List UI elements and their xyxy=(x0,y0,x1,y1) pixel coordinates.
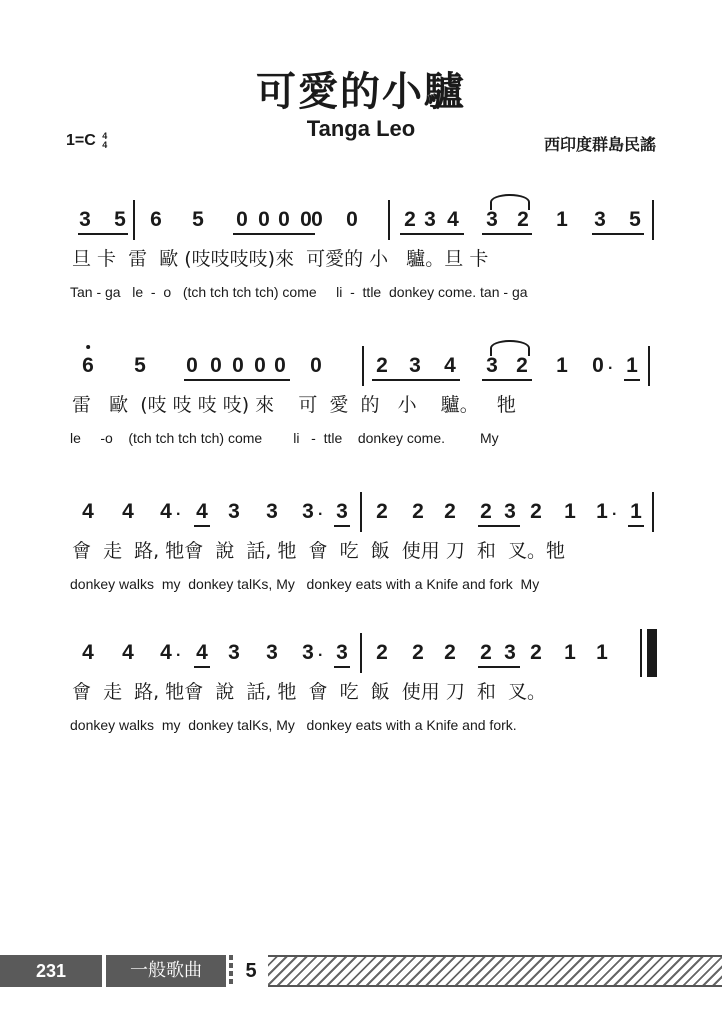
beam-underline xyxy=(334,666,350,668)
note: 0 xyxy=(592,354,604,377)
note: 4 xyxy=(447,208,459,231)
footer-hatch-pattern xyxy=(268,955,722,987)
note: 5 xyxy=(134,354,146,377)
time-sig-bottom: 4 xyxy=(102,140,108,150)
lyrics-chinese: 旦 卡 雷 歐 (吱吱吱吱)來 可愛的 小 驢。旦 卡 xyxy=(72,248,489,270)
final-bar-thin xyxy=(640,629,642,677)
note: 1 xyxy=(630,500,642,523)
beam-underline xyxy=(478,525,520,527)
footer-divider xyxy=(229,955,233,987)
section-category: 一般歌曲 xyxy=(106,955,226,987)
note: 1 xyxy=(626,354,638,377)
note: 2 xyxy=(517,208,529,231)
note: 4 xyxy=(122,641,134,664)
bar-line xyxy=(360,492,362,532)
note: 1 xyxy=(596,500,608,523)
note: 4 xyxy=(196,641,208,664)
note-digit: 6 xyxy=(82,354,94,377)
song-origin: 西印度群島民謠 xyxy=(543,135,656,154)
final-bar-thick xyxy=(647,629,657,677)
notes-row xyxy=(70,346,660,386)
augmentation-dot: · xyxy=(318,506,324,523)
notes-row xyxy=(70,200,660,240)
beam-underline xyxy=(628,525,644,527)
bar-line xyxy=(648,346,650,386)
page-number: 231 xyxy=(0,955,102,987)
high-octave-dot xyxy=(86,345,90,349)
note: 1 xyxy=(596,641,608,664)
beam-underline xyxy=(194,666,210,668)
note: 5 xyxy=(114,208,126,231)
note: 0 xyxy=(254,354,266,377)
note: 0 xyxy=(310,354,322,377)
note: 3 xyxy=(424,208,436,231)
note: 3 xyxy=(79,208,91,231)
note: 3 xyxy=(302,641,314,664)
augmentation-dot: · xyxy=(318,647,324,664)
note: 3 xyxy=(302,500,314,523)
note: 4 xyxy=(444,354,456,377)
note: 0 xyxy=(278,208,290,231)
beam-underline xyxy=(624,379,640,381)
lyrics-english: donkey walks my donkey talKs, My donkey eats with a Knife and fork. xyxy=(70,717,517,733)
bar-line xyxy=(133,200,135,240)
bar-line xyxy=(652,200,654,240)
note: 3 xyxy=(266,500,278,523)
augmentation-dot: · xyxy=(608,360,614,377)
lyrics-chinese: 會 走 路, 牠會 說 話, 牠 會 吃 飯 使用 刀 和 叉。牠 xyxy=(72,540,565,562)
beam-underline xyxy=(334,525,350,527)
note: 2 xyxy=(530,500,542,523)
note: 0 xyxy=(210,354,222,377)
lyrics-chinese: 會 走 路, 牠會 說 話, 牠 會 吃 飯 使用 刀 和 叉。 xyxy=(72,681,546,703)
lyrics-english: donkey walks my donkey talKs, My donkey eats with a Knife and fork My xyxy=(70,576,540,592)
beam-underline xyxy=(482,233,532,235)
note: 3 xyxy=(228,500,240,523)
note: 2 xyxy=(376,641,388,664)
note: 4 xyxy=(82,641,94,664)
beam-underline xyxy=(592,233,644,235)
note: 1 xyxy=(564,500,576,523)
augmentation-dot: · xyxy=(612,506,618,523)
beam-underline xyxy=(478,666,520,668)
note: 2 xyxy=(530,641,542,664)
note: 4 xyxy=(82,500,94,523)
note: 2 xyxy=(516,354,528,377)
song-subtitle: Tanga Leo xyxy=(306,116,416,141)
notes-row xyxy=(70,492,660,532)
note: 0 xyxy=(274,354,286,377)
beam-underline xyxy=(233,233,315,235)
augmentation-dot: · xyxy=(176,647,182,664)
note: 2 xyxy=(480,500,492,523)
note: 3 xyxy=(336,641,348,664)
beam-underline xyxy=(194,525,210,527)
bar-line xyxy=(362,346,364,386)
note: 4 xyxy=(160,641,172,664)
bar-line xyxy=(388,200,390,240)
note: 3 xyxy=(486,208,498,231)
note: 0 xyxy=(232,354,244,377)
note: 0 xyxy=(186,354,198,377)
note: 3 xyxy=(504,641,516,664)
note xyxy=(82,354,94,378)
key-signature xyxy=(66,132,107,150)
note: 2 xyxy=(412,641,424,664)
bar-line xyxy=(360,633,362,673)
note: 0 xyxy=(346,208,358,231)
lyrics-english: Tan - ga le - o (tch tch tch tch) come li - ttle donkey come. tan - ga xyxy=(70,284,528,300)
bar-line xyxy=(652,492,654,532)
song-title: 可愛的小驢 xyxy=(256,69,466,115)
beam-underline xyxy=(400,233,464,235)
note: 3 xyxy=(228,641,240,664)
note: 3 xyxy=(336,500,348,523)
note: 0 xyxy=(236,208,248,231)
note: 2 xyxy=(480,641,492,664)
note: 3 xyxy=(266,641,278,664)
page-footer xyxy=(0,955,722,987)
note: 2 xyxy=(376,354,388,377)
beam-underline xyxy=(482,379,532,381)
augmentation-dot: · xyxy=(176,506,182,523)
note: 6 xyxy=(150,208,162,231)
time-signature xyxy=(102,132,107,150)
note: 2 xyxy=(404,208,416,231)
section-number: 5 xyxy=(245,960,257,982)
notes-row xyxy=(70,633,660,673)
note: 2 xyxy=(444,641,456,664)
note: 3 xyxy=(504,500,516,523)
note: 2 xyxy=(444,500,456,523)
beam-underline xyxy=(184,379,290,381)
tie-slur xyxy=(490,340,530,356)
note: 5 xyxy=(629,208,641,231)
lyrics-english: le -o (tch tch tch tch) come li - ttle donkey come. My xyxy=(70,430,499,446)
note: 1 xyxy=(556,354,568,377)
note: 0 xyxy=(311,208,323,231)
note: 4 xyxy=(160,500,172,523)
lyrics-chinese: 雷 歐 (吱 吱 吱 吱) 來 可 愛 的 小 驢。 牠 xyxy=(72,394,516,416)
beam-underline xyxy=(372,379,460,381)
note: 5 xyxy=(192,208,204,231)
note: 3 xyxy=(409,354,421,377)
beam-underline xyxy=(78,233,128,235)
note: 4 xyxy=(122,500,134,523)
note: 4 xyxy=(196,500,208,523)
note: 1 xyxy=(556,208,568,231)
time-sig-top: 4 xyxy=(102,131,108,141)
tie-slur xyxy=(490,194,530,210)
note: 3 xyxy=(486,354,498,377)
note: 0 xyxy=(258,208,270,231)
note: 3 xyxy=(594,208,606,231)
key-label: 1=C xyxy=(66,132,96,150)
note: 2 xyxy=(412,500,424,523)
note: 2 xyxy=(376,500,388,523)
note: 0 xyxy=(300,208,312,231)
note: 1 xyxy=(564,641,576,664)
